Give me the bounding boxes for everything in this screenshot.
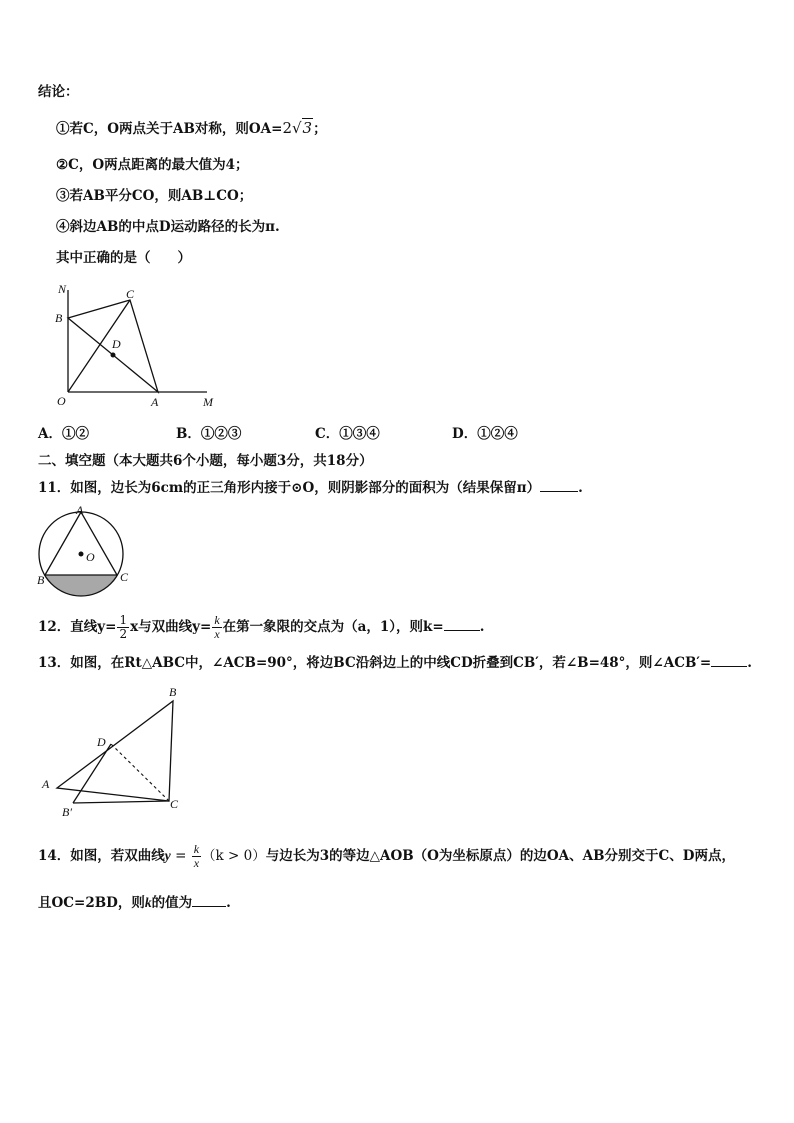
option-c-letter: C． <box>315 426 340 442</box>
option-b-value: ①②③ <box>200 426 242 442</box>
conclusion-1 <box>56 119 327 138</box>
label-b: B <box>37 573 45 587</box>
option-b[interactable] <box>176 425 241 443</box>
fraction-k-over-x <box>212 614 221 641</box>
question-14 <box>38 838 735 874</box>
frac1-numerator: 1 <box>119 613 128 627</box>
conclusion-4: ④斜边AB的中点D运动路径的长为π. <box>56 219 280 235</box>
figure-right-triangle <box>50 278 225 413</box>
option-a[interactable] <box>38 425 89 443</box>
center-o <box>79 552 84 557</box>
figure-folded-triangle <box>38 682 188 822</box>
question-13 <box>38 654 752 672</box>
option-d-letter: D． <box>452 426 478 442</box>
option-c-value: ①③④ <box>339 426 380 442</box>
conclusion-heading: 结论： <box>38 84 79 100</box>
answer-blank-11[interactable] <box>540 479 578 492</box>
question-14-line2-suffix: 的值为 <box>151 895 193 911</box>
frac2-numerator: k <box>214 613 220 627</box>
option-b-letter: B． <box>176 426 201 442</box>
label-b-prime: B′ <box>62 805 72 819</box>
figure-inscribed-triangle <box>34 502 134 602</box>
frac2-denominator: x <box>214 627 220 641</box>
option-d-value: ①②④ <box>477 426 518 442</box>
label-c: C <box>126 287 135 301</box>
sqrt-radicand: 3 <box>302 119 313 137</box>
question-11-text: 11．如图，边长为6cm的正三角形内接于⊙O，则阴影部分的面积为（结果保留π） <box>38 480 541 496</box>
conclusion-3: ③若AB平分CO，则AB⊥CO； <box>56 188 253 204</box>
answer-blank-14[interactable] <box>192 894 226 907</box>
question-13-end: . <box>747 655 752 671</box>
question-prompt: 其中正确的是（ ） <box>56 250 191 266</box>
triangle-abc <box>57 701 173 801</box>
frac-denominator: x <box>193 856 200 870</box>
label-d: D <box>97 735 106 749</box>
question-14-prefix: 14．如图，若双曲线 <box>38 848 165 864</box>
label-b: B <box>55 311 63 325</box>
var-k: k <box>144 895 152 910</box>
question-14-end: . <box>226 895 231 911</box>
label-b: B <box>169 685 177 699</box>
label-a: A <box>76 503 84 517</box>
conclusion-1-end: ； <box>313 121 327 137</box>
answer-blank-12[interactable] <box>444 618 480 631</box>
question-14-line2-prefix: 且OC=2BD，则 <box>38 895 145 911</box>
fold-dashed-line <box>111 744 169 801</box>
label-c: C <box>170 797 179 811</box>
option-c[interactable] <box>315 425 380 443</box>
sqrt-coefficient: 2 <box>282 119 292 137</box>
condition: （k > 0） <box>202 848 266 864</box>
question-11-end: . <box>578 480 583 496</box>
label-o: O <box>57 394 66 408</box>
question-12-end: . <box>479 619 485 635</box>
label-m: M <box>203 395 213 409</box>
label-a: A <box>42 777 50 791</box>
label-a: A <box>151 395 159 409</box>
conclusion-1-text: ①若C，O两点关于AB对称，则OA= <box>56 121 283 137</box>
question-14-suffix: 与边长为3的等边△AOB（O为坐标原点）的边OA、AB分别交于C、D两点， <box>265 848 735 864</box>
question-12-suffix: 在第一象限的交点为（a，1），则k= <box>222 619 444 635</box>
equals-sign: = <box>170 848 191 864</box>
segment-oc <box>68 300 130 392</box>
question-13-text: 13．如图，在Rt△ABC中，∠ACB=90°，将边BC沿斜边上的中线CD折叠到CB′，若∠B=48°，则∠ACB′= <box>38 655 712 671</box>
shaded-segment <box>34 575 134 602</box>
label-n: N <box>58 282 67 296</box>
frac-numerator: k <box>193 842 200 856</box>
triangle-abc <box>45 512 117 575</box>
question-12 <box>38 609 484 645</box>
segment-b-prime-c <box>73 801 169 803</box>
question-11 <box>38 479 583 497</box>
question-14-line2 <box>38 894 231 912</box>
sqrt-expression: 2√3 <box>282 119 313 137</box>
fraction-one-half <box>117 614 129 641</box>
question-12-mid: x与双曲线y= <box>130 619 212 635</box>
section-2-title: 二、填空题（本大题共6个小题，每小题3分，共18分） <box>38 453 373 469</box>
point-d <box>111 353 116 358</box>
question-12-prefix: 12．直线y= <box>38 619 117 635</box>
conclusion-2: ②C，O两点距离的最大值为4； <box>56 157 249 173</box>
var-y: y <box>164 848 171 863</box>
answer-blank-13[interactable] <box>711 654 747 667</box>
option-d[interactable] <box>452 425 518 443</box>
label-d: D <box>112 337 121 351</box>
fraction-k-over-x <box>192 843 201 870</box>
label-c: C <box>120 570 129 584</box>
option-a-letter: A． <box>38 426 62 442</box>
option-a-value: ①② <box>61 426 89 442</box>
frac1-denominator: 2 <box>119 627 128 641</box>
label-o: O <box>86 550 95 564</box>
